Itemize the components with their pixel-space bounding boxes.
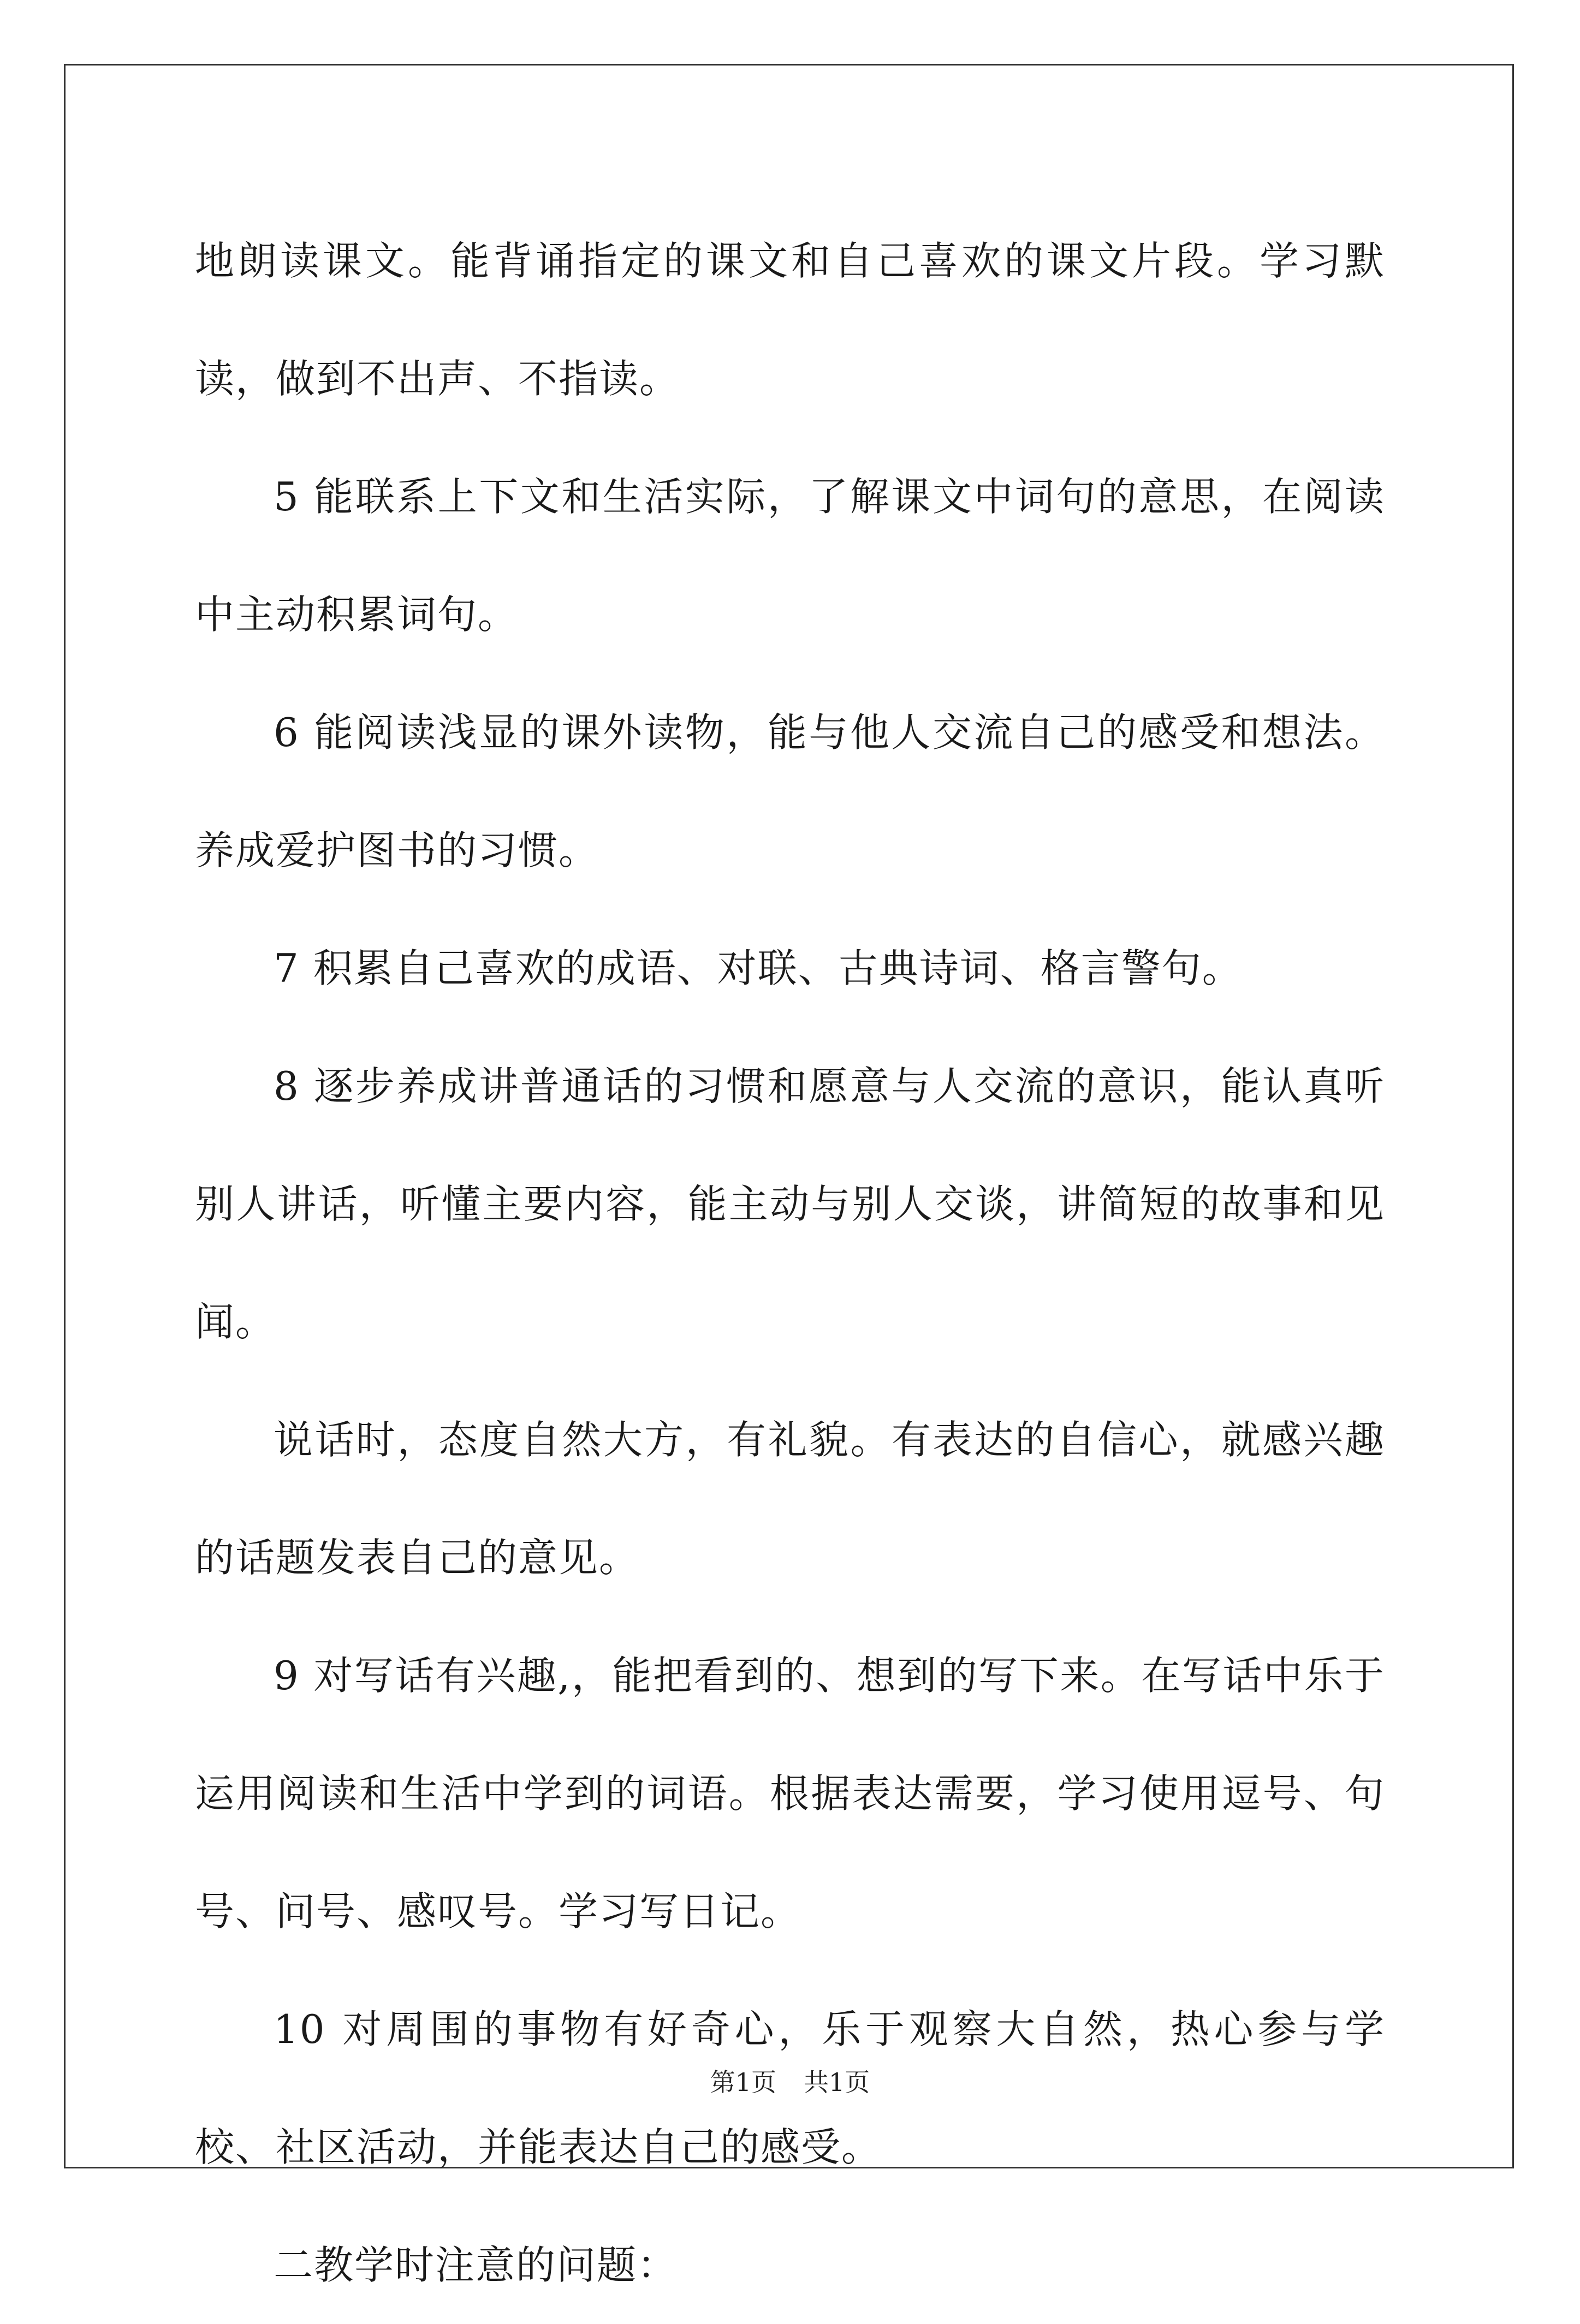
paragraph: 9 对写话有兴趣,，能把看到的、想到的写下来。在写话中乐于运用阅读和生活中学到的词语。根据表达需要，学习使用逗号、句号、问号、感叹号。学习写日记。: [195, 1653, 1385, 1934]
page-number-current: 第1页: [710, 2067, 776, 2097]
paragraph: 地朗读课文。能背诵指定的课文和自己喜欢的课文片段。学习默读，做到不出声、不指读。: [195, 238, 1385, 402]
document-body: [195, 202, 1385, 2324]
paragraph: 6 能阅读浅显的课外读物，能与他人交流自己的感受和想法。养成爱护图书的习惯。: [195, 710, 1385, 873]
paragraph: 说话时，态度自然大方，有礼貌。有表达的自信心，就感兴趣的话题发表自己的意见。: [195, 1417, 1385, 1581]
paragraph: 5 能联系上下文和生活实际，了解课文中词句的意思，在阅读中主动积累词句。: [195, 474, 1385, 637]
page-footer: [0, 2066, 1580, 2099]
paragraph: 二教学时注意的问题：: [274, 2242, 678, 2288]
page-number-total: 共1页: [804, 2067, 870, 2097]
paragraph: 7 积累自己喜欢的成语、对联、古典诗词、格言警句。: [274, 945, 1243, 991]
paragraph: 10 对周围的事物有好奇心，乐于观察大自然，热心参与学校、社区活动，并能表达自己的感受。: [195, 2006, 1385, 2170]
paragraph: 8 逐步养成讲普通话的习惯和愿意与人交流的意识，能认真听别人讲话，听懂主要内容，能主动与别人交谈，讲简短的故事和见闻。: [195, 1063, 1385, 1345]
